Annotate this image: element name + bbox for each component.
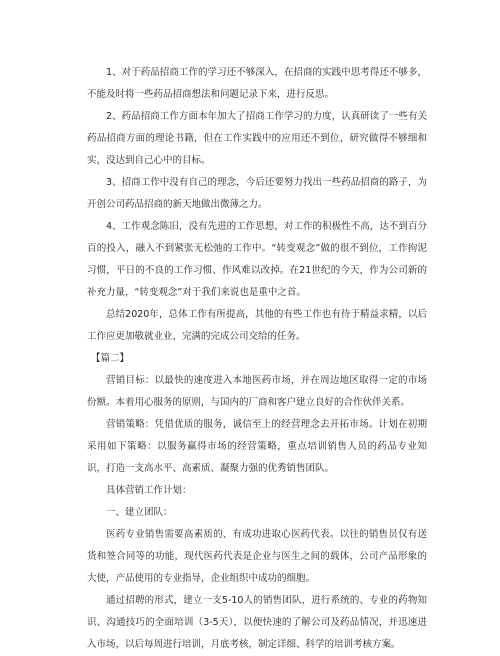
paragraph-item-4: 4、工作观念陈旧，没有先进的工作思想，对工作的积极性不高，达不到百分百的投入，融入不到紧张无松弛的工作中。“转变观念”做的很不到位，工作拘泥习惯，平日的不良的工作习惯、作风难以改掉。在21世纪的今天，作为公司新的补充力量，“转变观念”对于我们来说也是重中之首。 <box>87 221 427 298</box>
paragraph-marketing-strategy: 营销策略：凭借优质的服务，诚信至上的经营理念去开拓市场。计划在初期采用如下策略：以服务赢得市场的经营策略，重点培训销售人员的药品专业知识，打造一支高水平、高素质、凝聚力强的优秀销售团队。 <box>87 419 427 474</box>
paragraph-sales-reps: 医药专业销售需要高素质的、有成功进取心医药代表。以往的销售员仅有送货和签合同等的功能，现代医药代表是企业与医生之间的载体，公司产品形象的大使，产品使用的专业指导，企业组织中成功的细胞。 <box>87 529 427 584</box>
document-body <box>87 62 427 656</box>
paragraph-plan-heading: 具体营销工作计划： <box>106 485 192 496</box>
paragraph-summary: 总结2020年，总体工作有所提高，其他的有些工作也有待于精益求精，以后工作应更加敬就业业，完满的完成公司交给的任务。 <box>87 309 427 342</box>
paragraph-item-1: 1、对于药品招商工作的学习还不够深入，在招商的实践中思考得还不够多，不能及时将一些药品招商想法和问题记录下来，进行反思。 <box>87 67 427 100</box>
paragraph-item-3: 3、招商工作中没有自己的理念，今后还要努力找出一些药品招商的路子，为开创公司药品招商的新天地做出微薄之力。 <box>87 177 427 210</box>
section-heading: 【篇二】 <box>91 353 130 364</box>
paragraph-item-2: 2、药品招商工作方面本年加大了招商工作学习的力度，认真研读了一些有关药品招商方面的理论书籍，但在工作实践中的应用还不到位，研究做得不够细和实，没达到自己心中的目标。 <box>87 111 427 166</box>
paragraph-build-team-heading: 一、建立团队： <box>106 507 173 518</box>
paragraph-marketing-goal: 营销目标：以最快的速度进入本地医药市场，并在周边地区取得一定的市场份额。本着用心服务的原则，与国内的厂商和客户建立良好的合作伙伴关系。 <box>87 375 427 408</box>
paragraph-recruitment: 通过招聘的形式，建立一支5-10人的销售团队，进行系统的、专业的药物知识、沟通技巧的全面培训（3-5天），以便快速的了解公司及药品情况，并迅速进入市场，以后每周进行培训，月底考核，制定详细、科学的培训考核方案。 <box>87 595 427 650</box>
